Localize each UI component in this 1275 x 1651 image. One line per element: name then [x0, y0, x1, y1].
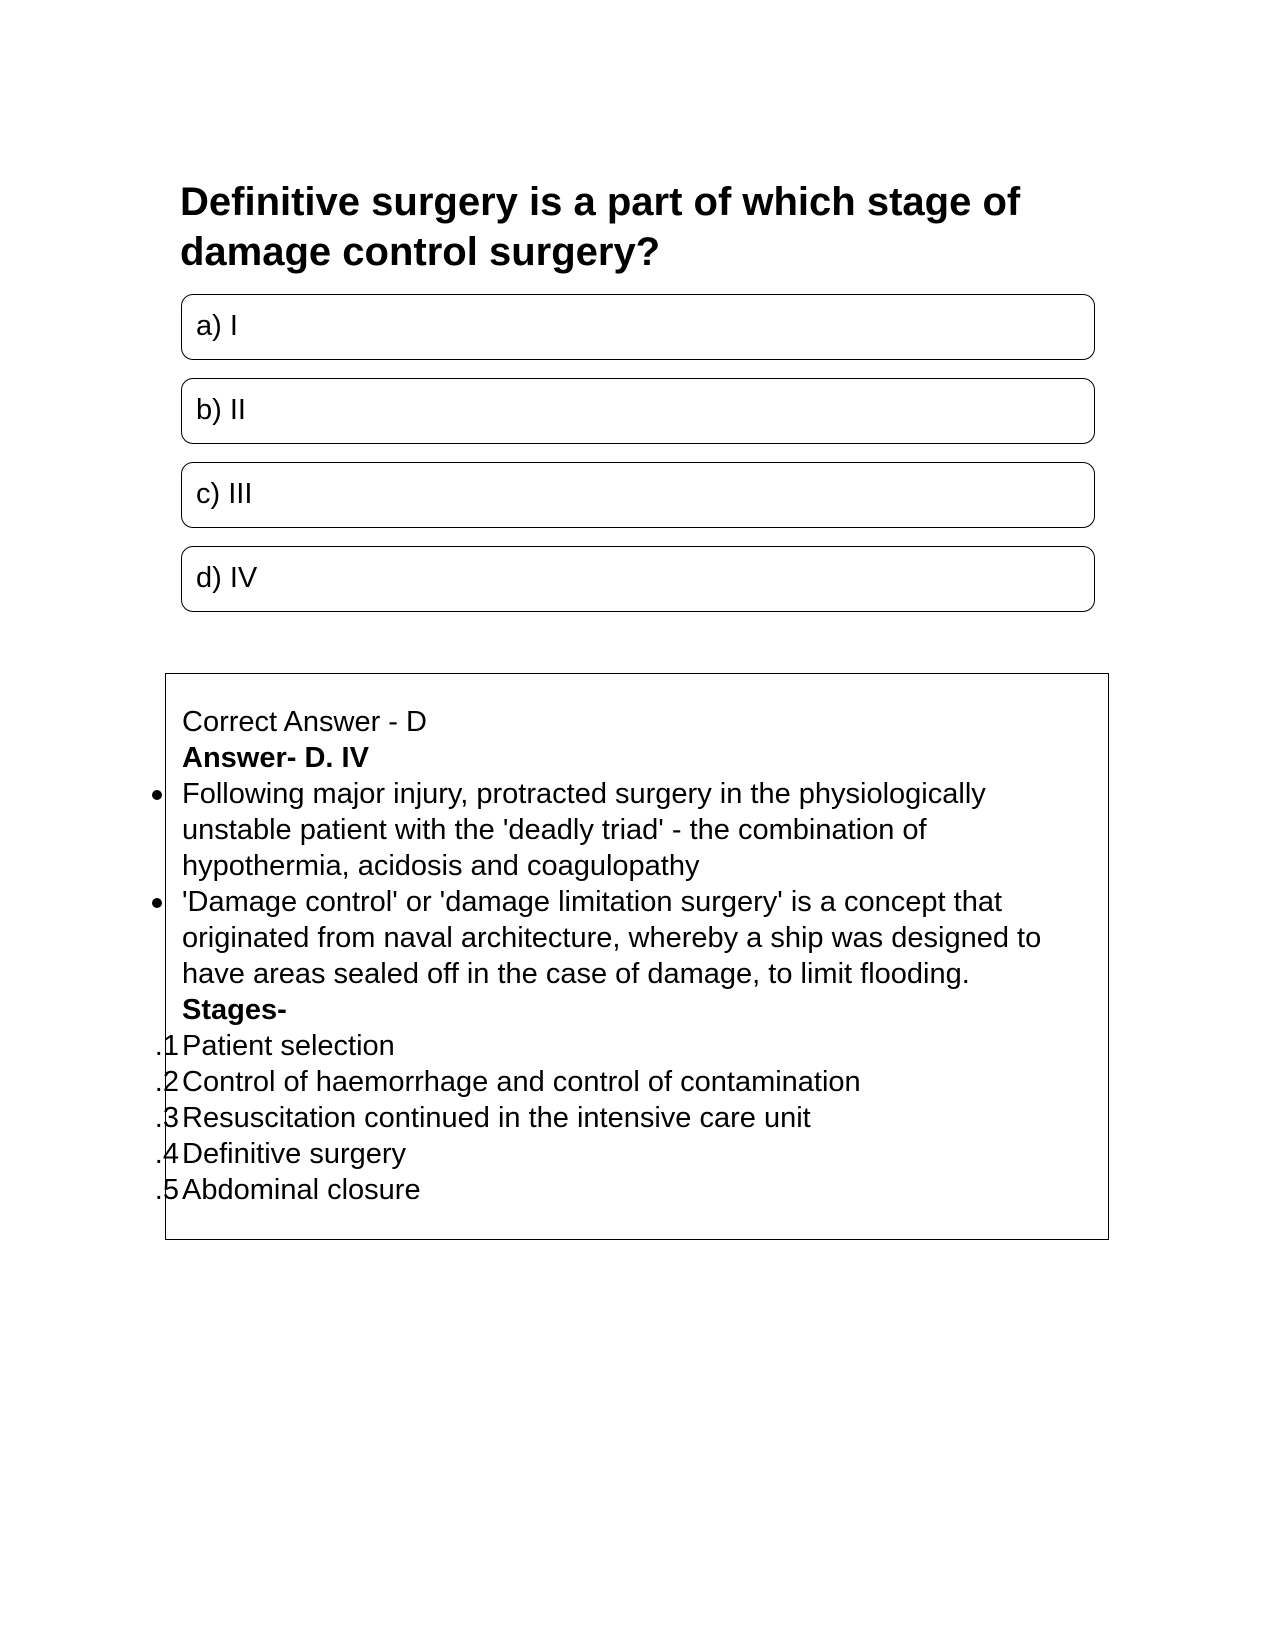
answer-explanation — [154, 704, 1092, 1208]
explanation-bullet: 'Damage control' or 'damage limitation surgery' is a concept that originated from naval architecture, whereby a ship was designed to have areas sealed off in the case of damage, to limit flooding. — [182, 884, 1092, 992]
stage-text: Definitive surgery — [182, 1138, 407, 1170]
stage-number: 3. — [154, 1102, 179, 1134]
stages-heading: Stages- — [182, 994, 287, 1026]
stage-number: 4. — [154, 1138, 179, 1170]
stage-text: Patient selection — [182, 1030, 395, 1062]
option-d[interactable]: d) IV — [181, 546, 1095, 612]
stage-number: 2. — [154, 1066, 179, 1098]
stage-item — [154, 1136, 1092, 1172]
stage-item — [154, 1028, 1092, 1064]
answer-heading: Answer- D. IV — [182, 742, 369, 774]
option-c[interactable]: c) III — [181, 462, 1095, 528]
stage-item — [154, 1172, 1092, 1208]
stage-item — [154, 1064, 1092, 1100]
explanation-bullet: Following major injury, protracted surgery in the physiologically unstable patient with the 'deadly triad' - the combination of hypothermia, acidosis and coagulopathy — [182, 776, 1092, 884]
stage-number: 5. — [154, 1174, 179, 1206]
stage-item — [154, 1100, 1092, 1136]
correct-answer-line: Correct Answer - D — [182, 706, 427, 738]
stage-number: 1. — [154, 1030, 179, 1062]
option-a[interactable]: a) I — [181, 294, 1095, 360]
stage-text: Abdominal closure — [182, 1174, 421, 1206]
question-title: Definitive surgery is a part of which stage of damage control surgery? — [180, 180, 1021, 274]
stage-text: Control of haemorrhage and control of contamination — [182, 1066, 861, 1098]
stage-text: Resuscitation continued in the intensive care unit — [182, 1102, 811, 1134]
option-b[interactable]: b) II — [181, 378, 1095, 444]
